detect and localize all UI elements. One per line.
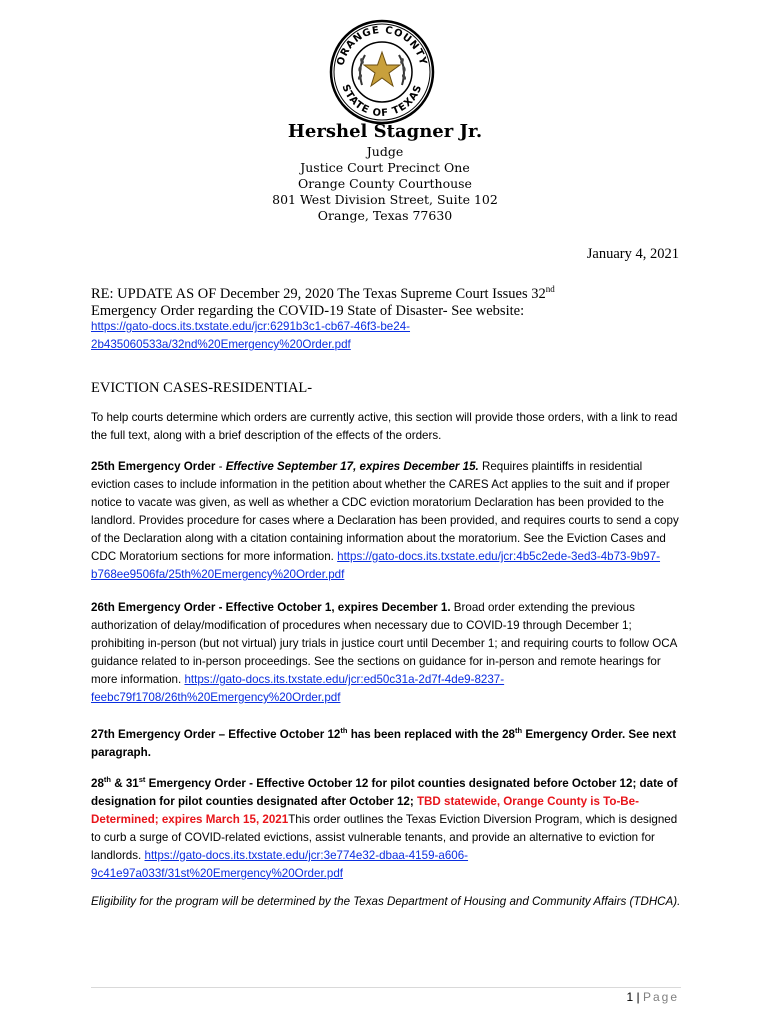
building-name: Orange County Courthouse — [298, 176, 472, 191]
order-27-paragraph — [91, 722, 681, 762]
re-link-block — [91, 317, 691, 353]
street-address: 801 West Division Street, Suite 102 — [272, 192, 498, 207]
order-28-paragraph — [91, 771, 681, 883]
seal-bottom-text: STATE OF TEXAS — [339, 83, 425, 120]
city-state-zip: Orange, Texas 77630 — [317, 208, 453, 223]
page-word: Page — [642, 990, 679, 1004]
page-number: 1 — [626, 990, 634, 1004]
order-28-sup-2: st — [138, 775, 146, 784]
order-25-paragraph — [91, 458, 681, 584]
order-25-label: 25th Emergency Order — [91, 460, 216, 473]
order-27-sup-2: th — [515, 726, 523, 735]
order-27-part-1: 27th Emergency Order – Effective October 12 — [91, 727, 341, 741]
order-26-link[interactable]: https://gato-docs.its.txstate.edu/jcr:ed50c31a-2d7f-4de9-8237-feebc79f1708/26th%20Emergency%20Order.pdf — [91, 673, 505, 704]
letter-date: January 4, 2021 — [586, 246, 679, 262]
order-25-dates: Effective September 17, expires December 15. — [225, 460, 479, 473]
re-line-2: Emergency Order regarding the COVID-19 State of Disaster- See website: — [91, 302, 525, 319]
order-25-text: Requires plaintiffs in residential eviction cases to include information in the petition about whether the CARES Act applies to the suit and if proper notice to vacate was given, as well as whether a CDC eviction moratorium Declaration has been provided to the landlord. Provides procedure for cases where a Declaration has been provided, and requires courts to send a copy of the Declaration along with a citation containing information about the moratorium. See the Eviction Cases and CDC Moratorium sections for more information. — [91, 460, 679, 563]
order-31-link[interactable]: https://gato-docs.its.txstate.edu/jcr:3e774e32-dbaa-4159-a606-9c41e97a033f/31st%20Emergency%20Order.pdf — [91, 848, 469, 880]
re-subject — [91, 281, 691, 320]
order-26-label: 26th Emergency Order - Effective October 1, expires December 1. — [91, 601, 451, 614]
footer-divider — [91, 987, 681, 988]
court-name: Justice Court Precinct One — [300, 160, 470, 175]
order-28-number: 28 — [91, 776, 104, 790]
order-28-label: Emergency Order - Effective October 12 for pilot counties designated before October 12; date of designation for pilot counties designated after October 12; — [91, 776, 678, 808]
judge-title: Judge — [366, 144, 404, 159]
re-line-1: RE: UPDATE AS OF December 29, 2020 The Texas Supreme Court Issues 32 — [91, 285, 546, 302]
seal-star-icon — [364, 52, 400, 86]
seal-top-text: ORANGE COUNTY — [335, 24, 429, 67]
order-25-link[interactable]: https://gato-docs.its.txstate.edu/jcr:4b5c2ede-3ed3-4b73-9b97-b768ee9506fa/25th%20Emergency%20Order.pdf — [91, 550, 661, 581]
re-superscript: nd — [545, 284, 555, 294]
footer-separator: | — [633, 990, 643, 1004]
order-27-part-3: Emergency Order. See next paragraph. — [91, 727, 677, 759]
order-28-red-notice: TBD statewide, Orange County is To-Be-Determined; expires March 15, 2021 — [91, 794, 639, 826]
eligibility-paragraph: Eligibility for the program will be determined by the Texas Department of Housing and Community Affairs (TDHCA). — [91, 895, 681, 908]
order-26-paragraph — [91, 599, 681, 707]
order-26-text: Broad order extending the previous authorization of delay/modification of procedures when necessary due to COVID-19 through December 1; prohibiting in-person (but not virtual) jury trials in justice court until December 1; and requiring courts to follow OCA guidance related to in-person proceedings. See the sections on guidance for in-person and remote hearings for more information. — [91, 601, 677, 686]
order-27-part-2: has been replaced with the 28 — [347, 727, 515, 741]
section-heading: EVICTION CASES-RESIDENTIAL- — [91, 380, 313, 396]
letterhead — [0, 120, 770, 224]
order-28-sup-1: th — [103, 775, 111, 784]
judge-name: Hershel Stagner Jr. — [287, 121, 483, 142]
page-footer — [626, 990, 679, 1004]
county-seal-logo — [329, 19, 435, 125]
order-25-sep: - — [215, 460, 226, 473]
intro-paragraph: To help courts determine which orders are currently active, this section will provide those orders, with a link to read the full text, along with a brief description of the effects of the orders. — [91, 411, 678, 442]
order-32-link[interactable]: https://gato-docs.its.txstate.edu/jcr:6291b3c1-cb67-46f3-be24- 2b435060533a/32nd%20Emergency%20Order.pdf — [91, 320, 411, 351]
order-28-text: This order outlines the Texas Eviction Diversion Program, which is designed to curb a surge of COVID-related evictions, assist vulnerable tenants, and provide an alternative to eviction for landlords. — [91, 812, 678, 862]
order-31-number: & 31 — [111, 776, 139, 790]
order-27-sup-1: th — [340, 726, 348, 735]
